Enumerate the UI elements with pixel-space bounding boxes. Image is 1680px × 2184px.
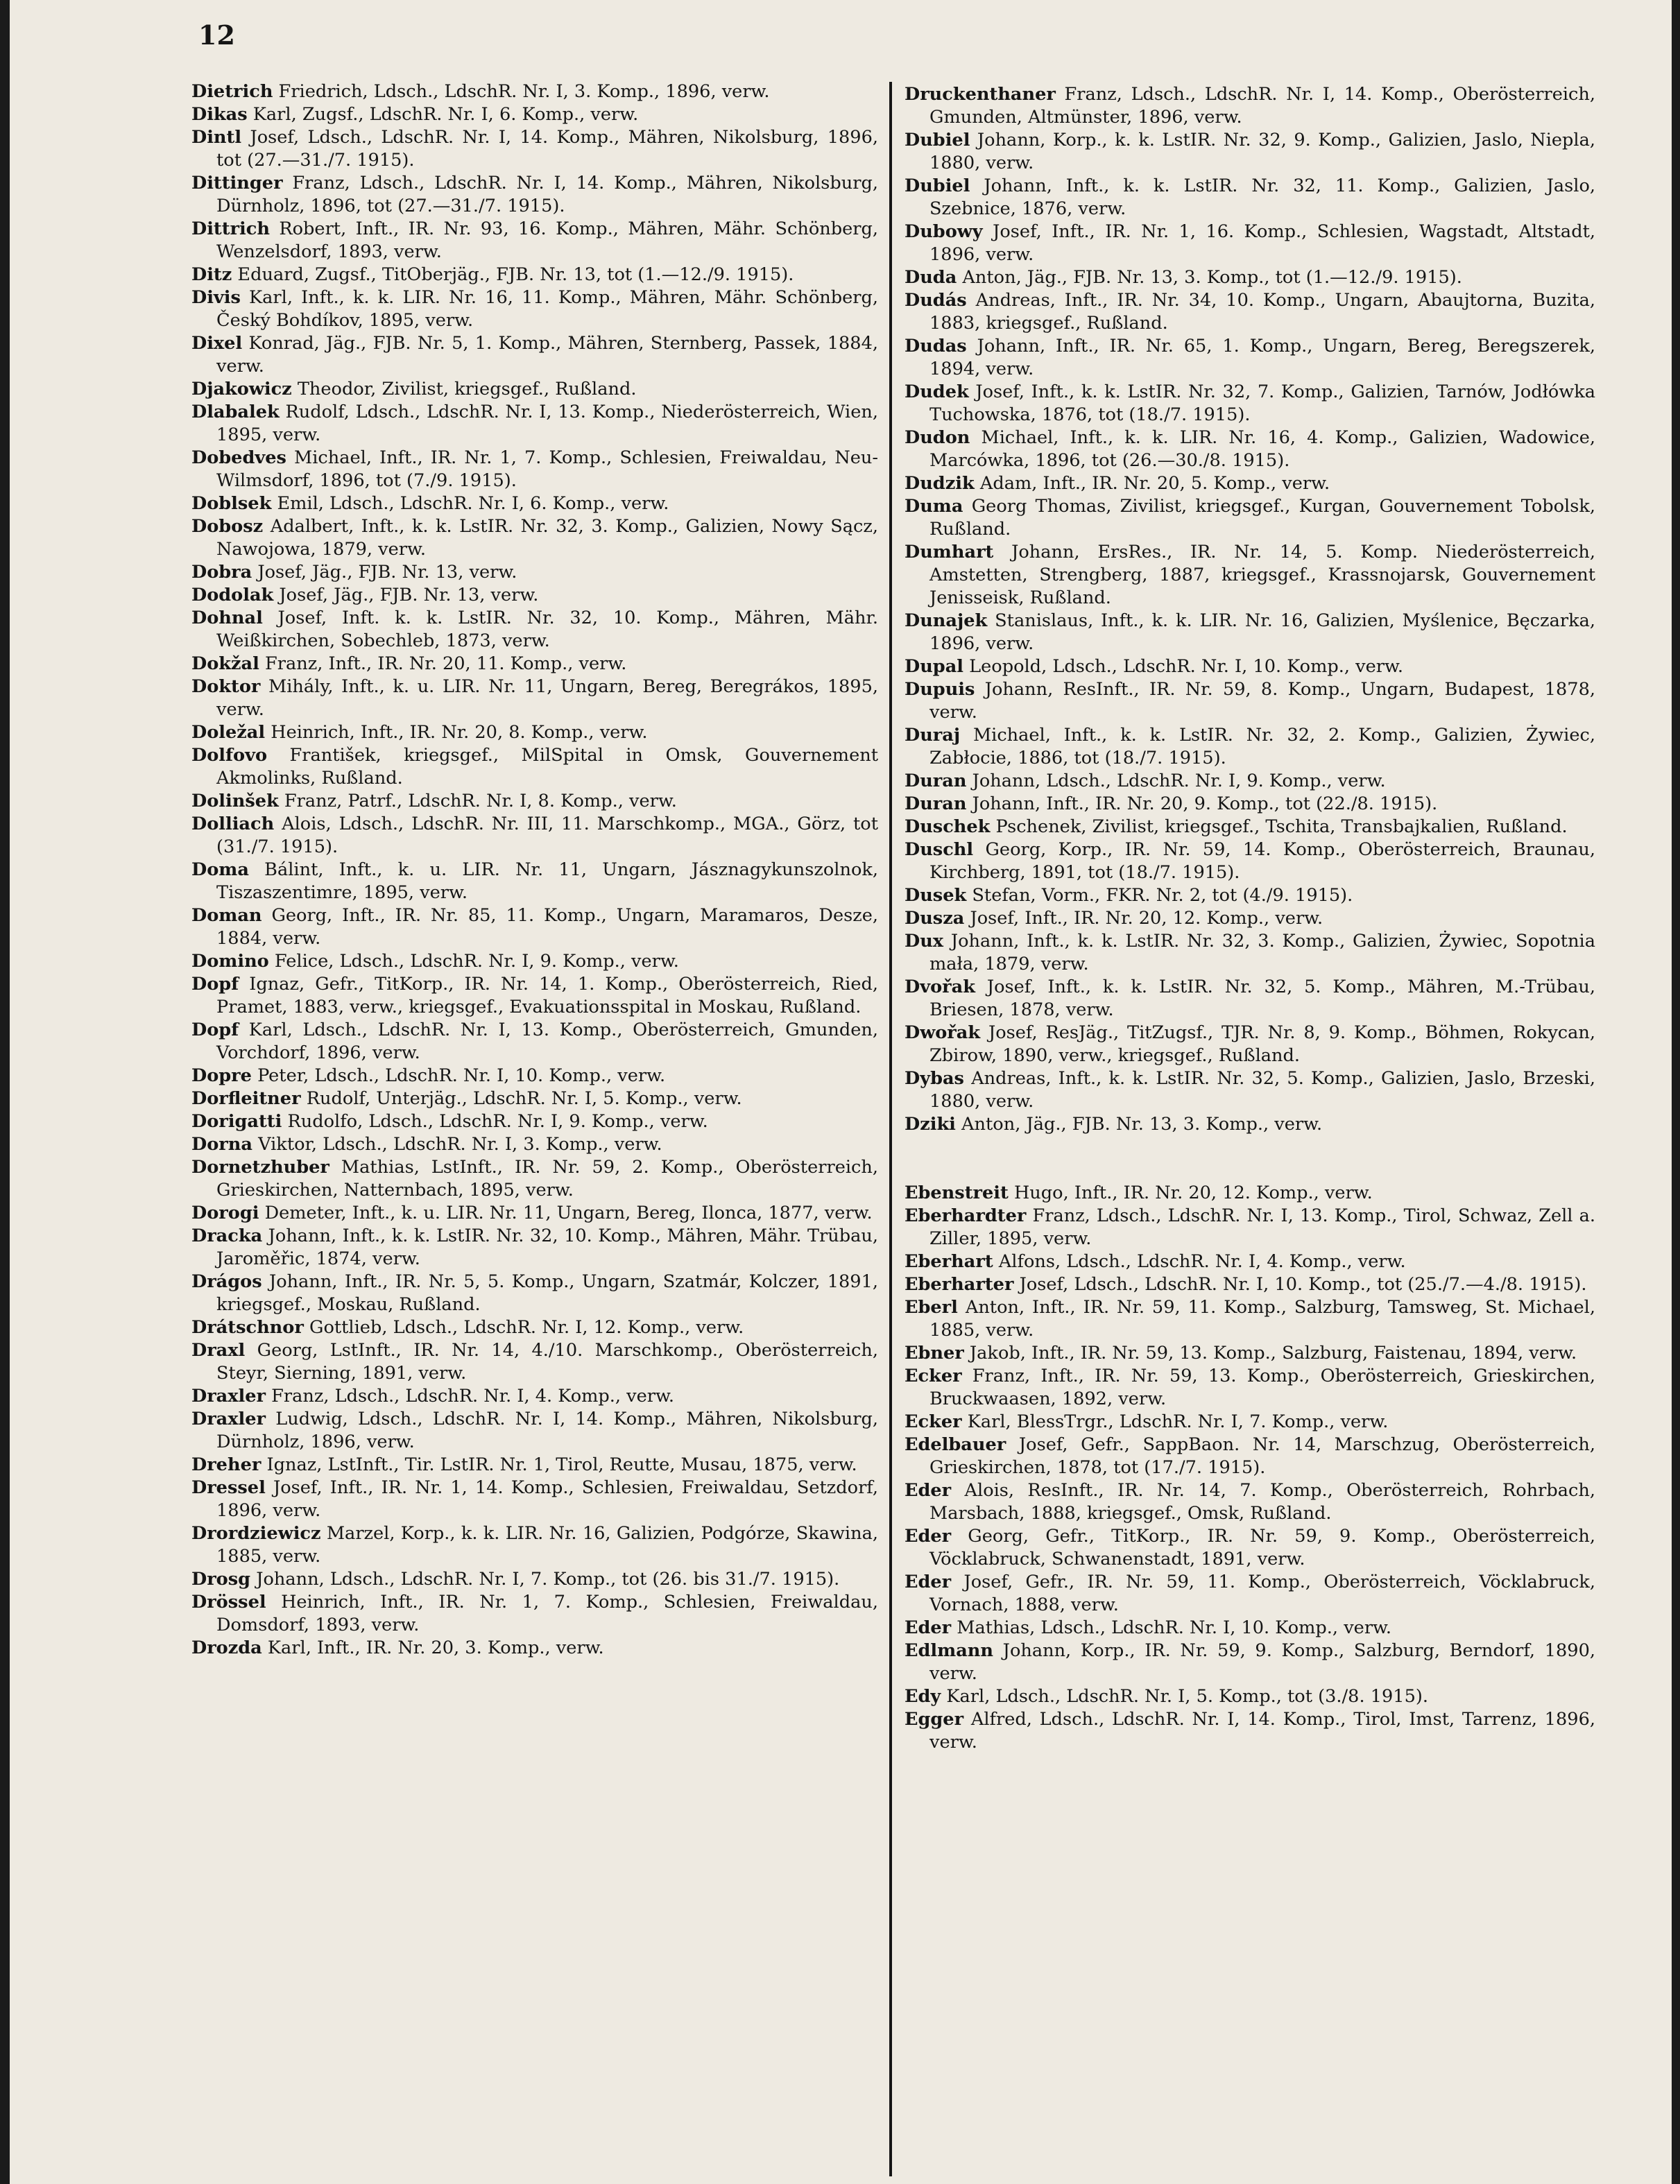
entry-details: Rudolf, Unterjäg., LdschR. Nr. I, 5. Komp., verw.: [300, 1088, 742, 1109]
entry-surname: Dziki: [905, 1114, 956, 1135]
entry: [191, 1156, 878, 1202]
entry-details: Konrad, Jäg., FJB. Nr. 5, 1. Komp., Mähren, Sternberg, Passek, 1884, verw.: [216, 333, 878, 377]
entry: [191, 492, 878, 515]
entry: [905, 678, 1595, 724]
entry-details: Marzel, Korp., k. k. LIR. Nr. 16, Galizien, Podgórze, Skawina, 1885, verw.: [216, 1523, 878, 1567]
entry-details: Felice, Ldsch., LdschR. Nr. I, 9. Komp., verw.: [268, 951, 679, 972]
entry-surname: Dusek: [905, 885, 967, 906]
entry-details: Johann, ResInft., IR. Nr. 59, 8. Komp., Ungarn, Budapest, 1878, verw.: [929, 679, 1595, 723]
entry: [905, 1411, 1595, 1434]
entry-surname: Duschek: [905, 816, 991, 837]
entry-details: Georg, Gefr., TitKorp., IR. Nr. 59, 9. Komp., Oberösterreich, Vöcklabruck, Schwanenstadt, 1891, verw.: [929, 1526, 1595, 1570]
entry-details: Franz, Inft., IR. Nr. 20, 11. Komp., verw.: [259, 653, 627, 674]
entry-surname: Draxler: [191, 1409, 266, 1429]
entry-surname: Dracka: [191, 1226, 263, 1246]
entry-surname: Dlabalek: [191, 402, 280, 422]
entry: [905, 724, 1595, 770]
entry-surname: Dubiel: [905, 130, 970, 151]
entry-surname: Dopf: [191, 1020, 239, 1040]
entry-details: Stanislaus, Inft., k. k. LIR. Nr. 16, Galizien, Myślenice, Bęczarka, 1896, verw.: [929, 610, 1595, 654]
entry: [191, 1408, 878, 1454]
entry-details: Michael, Inft., k. k. LstIR. Nr. 32, 2. Komp., Galizien, Żywiec, Zabłocie, 1886, tot (18./7. 1915).: [929, 725, 1595, 768]
entry-surname: Dohnal: [191, 608, 263, 628]
entry: [905, 1685, 1595, 1708]
entry: [905, 381, 1595, 427]
entry-details: Josef, ResJäg., TitZugsf., TJR. Nr. 8, 9. Komp., Böhmen, Rokycan, Zbirow, 1890, verw., kriegsgef., Rußland.: [929, 1022, 1595, 1066]
entry-surname: Duraj: [905, 725, 961, 746]
entry-surname: Duma: [905, 496, 963, 517]
entry-details: Franz, Ldsch., LdschR. Nr. I, 13. Komp., Tirol, Schwaz, Zell a. Ziller, 1895, verw.: [929, 1205, 1595, 1249]
entry-details: Josef, Gefr., IR. Nr. 59, 11. Komp., Oberösterreich, Vöcklabruck, Vornach, 1888, verw.: [929, 1572, 1595, 1615]
entry: [905, 541, 1595, 610]
entry-details: Pschenek, Zivilist, kriegsgef., Tschita, Transbajkalien, Rußland.: [990, 816, 1568, 837]
entry: [905, 83, 1595, 129]
entry: [905, 289, 1595, 335]
entry-details: Viktor, Ldsch., LdschR. Nr. I, 3. Komp., verw.: [252, 1134, 662, 1155]
entry: [191, 172, 878, 218]
entry-surname: Dupal: [905, 656, 964, 677]
entry: [191, 721, 878, 744]
entry-details: Josef, Jäg., FJB. Nr. 13, verw.: [273, 585, 539, 605]
entry: [905, 930, 1595, 976]
entry-surname: Druckenthaner: [905, 84, 1056, 105]
entry: [905, 770, 1595, 793]
entry-details: Alfons, Ldsch., LdschR. Nr. I, 4. Komp., verw.: [993, 1251, 1406, 1272]
entry-surname: Dopf: [191, 974, 239, 995]
left-column: [191, 80, 878, 1660]
entry-surname: Ecker: [905, 1411, 962, 1432]
entry-details: Friedrich, Ldsch., LdschR. Nr. I, 3. Komp., 1896, verw.: [273, 81, 770, 102]
entry-details: Rudolfo, Ldsch., LdschR. Nr. I, 9. Komp., verw.: [282, 1111, 708, 1132]
entry: [905, 1205, 1595, 1250]
entry-details: Josef, Ldsch., LdschR. Nr. I, 10. Komp., tot (25./7.—4./8. 1915).: [1013, 1274, 1587, 1295]
entry-surname: Edy: [905, 1686, 941, 1707]
entry-surname: Eder: [905, 1617, 952, 1638]
entry-surname: Doblsek: [191, 493, 272, 514]
entry-details: Stefan, Vorm., FKR. Nr. 2, tot (4./9. 1915).: [966, 885, 1353, 906]
entry-details: Franz, Inft., IR. Nr. 59, 13. Komp., Oberösterreich, Grieskirchen, Bruckwaasen, 1892, verw.: [929, 1366, 1595, 1409]
entry-surname: Dietrich: [191, 81, 273, 102]
entry-details: Ignaz, Gefr., TitKorp., IR. Nr. 14, 1. Komp., Oberösterreich, Ried, Pramet, 1883, verw., kriegsgef., Evakuationsspital in Moskau, Rußland.: [216, 974, 878, 1017]
entry-details: Georg, Korp., IR. Nr. 59, 14. Komp., Oberösterreich, Braunau, Kirchberg, 1891, tot (18./7. 1915).: [929, 839, 1595, 883]
entry-details: Johann, Ldsch., LdschR. Nr. I, 7. Komp., tot (26. bis 31./7. 1915).: [250, 1569, 840, 1590]
entry-details: Emil, Ldsch., LdschR. Nr. I, 6. Komp., verw.: [271, 493, 669, 514]
entry: [905, 427, 1595, 472]
entry-surname: Draxl: [191, 1340, 246, 1361]
entry-surname: Duran: [905, 771, 967, 791]
entry-details: Johann, Inft., k. k. LstIR. Nr. 32, 11. Komp., Galizien, Jaslo, Szebnice, 1876, verw.: [929, 175, 1595, 219]
entry-surname: Dorna: [191, 1134, 252, 1155]
entry-surname: Dusza: [905, 908, 965, 929]
entry-surname: Dubowy: [905, 221, 983, 242]
entry: [191, 1019, 878, 1065]
entry: [191, 515, 878, 561]
entry-surname: Divis: [191, 287, 241, 308]
entry-surname: Dux: [905, 931, 944, 952]
entry-details: Michael, Inft., k. k. LIR. Nr. 16, 4. Komp., Galizien, Wadowice, Marcówka, 1896, tot (26.—30./8. 1915).: [929, 427, 1595, 471]
entry: [191, 584, 878, 607]
entry-details: Mathias, LstInft., IR. Nr. 59, 2. Komp., Oberösterreich, Grieskirchen, Natternbach, 1895, verw.: [216, 1157, 878, 1201]
entry: [905, 1525, 1595, 1571]
entry-surname: Duran: [905, 793, 967, 814]
entry-surname: Eberharter: [905, 1274, 1014, 1295]
entry-surname: Dvořak: [905, 977, 975, 997]
entry: [905, 1617, 1595, 1640]
entry-surname: Eder: [905, 1572, 952, 1592]
entry-details: Peter, Ldsch., LdschR. Nr. I, 10. Komp., verw.: [251, 1065, 666, 1086]
entry-surname: Dobra: [191, 562, 252, 583]
entry-surname: Dolfovo: [191, 745, 268, 766]
entry-surname: Dudek: [905, 381, 969, 402]
entry-surname: Egger: [905, 1709, 964, 1730]
entry-details: Josef, Inft., IR. Nr. 20, 12. Komp., verw.: [964, 908, 1323, 929]
entry: [191, 813, 878, 859]
entry: [191, 607, 878, 653]
entry-surname: Dintl: [191, 127, 242, 148]
entry-surname: Dobedves: [191, 447, 286, 468]
entry-surname: Ditz: [191, 264, 232, 285]
entry: [905, 1182, 1595, 1205]
entry-surname: Djakowicz: [191, 379, 292, 399]
entry: [905, 655, 1595, 678]
entry-surname: Dybas: [905, 1068, 964, 1089]
entry-surname: Duda: [905, 267, 957, 288]
entry: [905, 1640, 1595, 1685]
entry-details: Robert, Inft., IR. Nr. 93, 16. Komp., Mähren, Mähr. Schönberg, Wenzelsdorf, 1893, verw.: [216, 218, 878, 262]
entry: [905, 1342, 1595, 1365]
entry-surname: Edlmann: [905, 1640, 994, 1661]
entry-details: Josef, Inft., IR. Nr. 1, 16. Komp., Schlesien, Wagstadt, Altstadt, 1896, verw.: [929, 221, 1595, 265]
entry-details: Josef, Inft., k. k. LstIR. Nr. 32, 5. Komp., Mähren, M.-Trübau, Briesen, 1878, verw.: [929, 977, 1595, 1020]
entry: [191, 1271, 878, 1316]
entry-details: Bálint, Inft., k. u. LIR. Nr. 11, Ungarn, Jásznagykunszolnok, Tiszaszentimre, 1895, verw.: [216, 859, 878, 903]
entry: [191, 1316, 878, 1339]
entry-details: Anton, Jäg., FJB. Nr. 13, 3. Komp., verw.: [955, 1114, 1323, 1135]
entry-details: Michael, Inft., IR. Nr. 1, 7. Komp., Schlesien, Freiwaldau, Neu-Wilmsdorf, 1896, tot (7./9. 1915).: [216, 447, 878, 491]
entry-details: Johann, Inft., IR. Nr. 20, 9. Komp., tot (22./8. 1915).: [966, 793, 1438, 814]
entry-details: Alfred, Ldsch., LdschR. Nr. I, 14. Komp., Tirol, Imst, Tarrenz, 1896, verw.: [929, 1709, 1595, 1753]
entry: [191, 1477, 878, 1522]
entry-surname: Drátschnor: [191, 1317, 304, 1338]
entry-details: Ignaz, LstInft., Tir. LstIR. Nr. 1, Tirol, Reutte, Musau, 1875, verw.: [261, 1454, 857, 1475]
entry-details: Jakob, Inft., IR. Nr. 59, 13. Komp., Salzburg, Faistenau, 1894, verw.: [963, 1343, 1577, 1364]
entry-details: Johann, Inft., k. k. LstIR. Nr. 32, 10. Komp., Mähren, Mähr. Trübau, Jaroměřic, 1874, verw.: [216, 1226, 878, 1269]
entry-details: Josef, Inft., k. k. LstIR. Nr. 32, 7. Komp., Galizien, Tarnów, Jodłówka Tuchowska, 1876, tot (18./7. 1915).: [929, 381, 1595, 425]
entry: [191, 859, 878, 904]
entry: [191, 378, 878, 401]
entry: [191, 1454, 878, 1477]
entry-surname: Dorogi: [191, 1203, 259, 1223]
entry-details: Johann, Korp., k. k. LstIR. Nr. 32, 9. Komp., Galizien, Jaslo, Niepla, 1880, verw.: [929, 130, 1595, 173]
entry-surname: Doležal: [191, 722, 266, 743]
entry-surname: Dokžal: [191, 653, 259, 674]
entry: [905, 1571, 1595, 1617]
entry-details: Georg, Inft., IR. Nr. 85, 11. Komp., Ungarn, Maramaros, Desze, 1884, verw.: [216, 905, 878, 949]
entry-surname: Doma: [191, 859, 249, 880]
entry-surname: Eberhardter: [905, 1205, 1027, 1226]
entry-details: Johann, Inft., IR. Nr. 5, 5. Komp., Ungarn, Szatmár, Kolczer, 1891, kriegsgef., Moskau, Rußland.: [216, 1271, 878, 1315]
entry-surname: Dumhart: [905, 542, 994, 562]
entry-surname: Drágos: [191, 1271, 262, 1292]
section-gap: [905, 1136, 1595, 1182]
entry-surname: Edelbauer: [905, 1434, 1006, 1455]
entry: [905, 1708, 1595, 1754]
entry-surname: Dixel: [191, 333, 243, 354]
entry: [905, 1434, 1595, 1479]
entry-surname: Ecker: [905, 1366, 962, 1386]
entry-details: Karl, Ldsch., LdschR. Nr. I, 5. Komp., tot (3./8. 1915).: [941, 1686, 1428, 1707]
entry-details: Georg Thomas, Zivilist, kriegsgef., Kurgan, Gouvernement Tobolsk, Rußland.: [929, 496, 1595, 540]
entry: [191, 1385, 878, 1408]
entry: [191, 1339, 878, 1385]
entry-surname: Dikas: [191, 104, 248, 125]
entry-details: Mathias, Ldsch., LdschR. Nr. I, 10. Komp., verw.: [951, 1617, 1392, 1638]
entry-surname: Dittinger: [191, 173, 283, 194]
entry-details: Alois, ResInft., IR. Nr. 14, 7. Komp., Oberösterreich, Rohrbach, Marsbach, 1888, kriegsgef., Omsk, Rußland.: [929, 1480, 1595, 1524]
entry-details: Leopold, Ldsch., LdschR. Nr. I, 10. Komp., verw.: [963, 656, 1403, 677]
entry: [905, 816, 1595, 839]
entry-details: Mihály, Inft., k. u. LIR. Nr. 11, Ungarn, Bereg, Beregrákos, 1895, verw.: [216, 676, 878, 720]
entry-details: Demeter, Inft., k. u. LIR. Nr. 11, Ungarn, Bereg, Ilonca, 1877, verw.: [259, 1203, 873, 1223]
entry-details: František, kriegsgef., MilSpital in Omsk, Gouvernement Akmolinks, Rußland.: [216, 745, 878, 789]
entry: [191, 401, 878, 447]
entry-surname: Dunajek: [905, 610, 988, 631]
right-column-e-entries: [905, 1182, 1595, 1754]
entry: [905, 1250, 1595, 1273]
entry-surname: Drozda: [191, 1637, 262, 1658]
entry-details: Georg, LstInft., IR. Nr. 14, 4./10. Marschkomp., Oberösterreich, Steyr, Sierning, 1891, verw.: [216, 1340, 878, 1384]
entry: [905, 976, 1595, 1022]
entry-details: Heinrich, Inft., IR. Nr. 20, 8. Komp., verw.: [265, 722, 648, 743]
entry-surname: Dornetzhuber: [191, 1157, 329, 1178]
entry: [191, 653, 878, 676]
right-column: [905, 83, 1595, 1754]
right-column-d-entries: [905, 83, 1595, 1136]
entry-details: Eduard, Zugsf., TitOberjäg., FJB. Nr. 13, tot (1.—12./9. 1915).: [232, 264, 794, 285]
entry-surname: Dobosz: [191, 516, 264, 537]
entry: [191, 790, 878, 813]
entry: [905, 1113, 1595, 1136]
entry-surname: Dolliach: [191, 814, 275, 834]
entry: [191, 332, 878, 378]
entry-details: Johann, Inft., IR. Nr. 65, 1. Komp., Ungarn, Bereg, Beregszerek, 1894, verw.: [929, 336, 1595, 379]
entry-surname: Ebner: [905, 1343, 964, 1364]
entry-details: Johann, Ldsch., LdschR. Nr. I, 9. Komp., verw.: [966, 771, 1386, 791]
entry-details: Karl, Zugsf., LdschR. Nr. I, 6. Komp., verw.: [247, 104, 639, 125]
entry: [191, 1568, 878, 1591]
entry-details: Adam, Inft., IR. Nr. 20, 5. Komp., verw.: [974, 473, 1330, 494]
entry: [191, 676, 878, 721]
entry: [191, 904, 878, 950]
entry-details: Johann, ErsRes., IR. Nr. 14, 5. Komp. Niederösterreich, Amstetten, Strengberg, 1887, kriegsgef., Krassnojarsk, Gouvernement Jenisseisk, Rußland.: [929, 542, 1595, 608]
entry-details: Ludwig, Ldsch., LdschR. Nr. I, 14. Komp., Mähren, Nikolsburg, Dürnholz, 1896, verw.: [216, 1409, 878, 1452]
entry-details: Theodor, Zivilist, kriegsgef., Rußland.: [291, 379, 637, 399]
entry: [191, 264, 878, 286]
entry-details: Karl, Inft., k. k. LIR. Nr. 16, 11. Komp., Mähren, Mähr. Schönberg, Český Bohdíkov, 1895, verw.: [216, 287, 878, 331]
entry-details: Franz, Ldsch., LdschR. Nr. I, 14. Komp., Mähren, Nikolsburg, Dürnholz, 1896, tot (27.—31./7. 1915).: [216, 173, 878, 216]
entry-details: Andreas, Inft., IR. Nr. 34, 10. Komp., Ungarn, Abaujtorna, Buzita, 1883, kriegsgef., Rußland.: [929, 290, 1595, 334]
entry-details: Johann, Inft., k. k. LstIR. Nr. 32, 3. Komp., Galizien, Żywiec, Sopotnia mała, 1879, verw.: [929, 931, 1595, 974]
entry: [905, 839, 1595, 884]
entry-surname: Drössel: [191, 1592, 266, 1613]
entry: [905, 266, 1595, 289]
entry-details: Andreas, Inft., k. k. LstIR. Nr. 32, 5. Komp., Galizien, Jaslo, Brzeski, 1880, verw.: [929, 1068, 1595, 1112]
entry-details: Josef, Gefr., SappBaon. Nr. 14, Marschzug, Oberösterreich, Grieskirchen, 1878, tot (17./7. 1915).: [929, 1434, 1595, 1478]
entry: [905, 884, 1595, 907]
entry: [905, 1365, 1595, 1411]
entry-details: Johann, Korp., IR. Nr. 59, 9. Komp., Salzburg, Berndorf, 1890, verw.: [929, 1640, 1595, 1684]
entry: [191, 1637, 878, 1660]
entry-details: Rudolf, Ldsch., LdschR. Nr. I, 13. Komp., Niederösterreich, Wien, 1895, verw.: [216, 402, 878, 445]
entry-surname: Drosg: [191, 1569, 251, 1590]
entry: [905, 335, 1595, 381]
entry-details: Karl, BlessTrgr., LdschR. Nr. I, 7. Komp., verw.: [961, 1411, 1389, 1432]
entry-surname: Dodolak: [191, 585, 274, 605]
entry: [191, 286, 878, 332]
entry: [905, 129, 1595, 175]
entry-surname: Domino: [191, 951, 269, 972]
entry: [191, 218, 878, 264]
entry-details: Adalbert, Inft., k. k. LstIR. Nr. 32, 3. Komp., Galizien, Nowy Sącz, Nawojowa, 1879, verw.: [216, 516, 878, 560]
entry-surname: Doman: [191, 905, 262, 926]
entry-surname: Eberhart: [905, 1251, 993, 1272]
entry-surname: Doktor: [191, 676, 261, 697]
entry-details: Josef, Ldsch., LdschR. Nr. I, 14. Komp., Mähren, Nikolsburg, 1896, tot (27.—31./7. 1915).: [216, 127, 878, 171]
entry-surname: Eberl: [905, 1297, 958, 1318]
entry-details: Anton, Inft., IR. Nr. 59, 11. Komp., Salzburg, Tamsweg, St. Michael, 1885, verw.: [929, 1297, 1595, 1341]
entry: [191, 1065, 878, 1087]
entry: [191, 973, 878, 1019]
entry: [905, 907, 1595, 930]
entry-surname: Dopre: [191, 1065, 252, 1086]
entry: [191, 561, 878, 584]
entry-details: Franz, Ldsch., LdschR. Nr. I, 4. Komp., verw.: [266, 1386, 675, 1407]
entry: [191, 103, 878, 126]
entry-surname: Eder: [905, 1480, 952, 1501]
entry-details: Alois, Ldsch., LdschR. Nr. III, 11. Marschkomp., MGA., Görz, tot (31./7. 1915).: [216, 814, 878, 857]
entry-details: Heinrich, Inft., IR. Nr. 1, 7. Komp., Schlesien, Freiwaldau, Domsdorf, 1893, verw.: [216, 1592, 878, 1635]
entry-details: Karl, Inft., IR. Nr. 20, 3. Komp., verw.: [262, 1637, 604, 1658]
entry-details: Franz, Patrf., LdschR. Nr. I, 8. Komp., verw.: [278, 791, 677, 811]
entry: [191, 1087, 878, 1110]
entry-details: Hugo, Inft., IR. Nr. 20, 12. Komp., verw.: [1008, 1183, 1373, 1203]
entry-details: Anton, Jäg., FJB. Nr. 13, 3. Komp., tot (1.—12./9. 1915).: [957, 267, 1462, 288]
entry-details: Karl, Ldsch., LdschR. Nr. I, 13. Komp., Oberösterreich, Gmunden, Vorchdorf, 1896, verw.: [216, 1020, 878, 1063]
entry: [191, 447, 878, 492]
entry: [191, 126, 878, 172]
entry: [905, 1479, 1595, 1525]
entry-surname: Dittrich: [191, 218, 270, 239]
entry-surname: Eder: [905, 1526, 952, 1547]
page-number: 12: [198, 19, 235, 51]
entry-surname: Dudas: [905, 336, 967, 356]
entry: [191, 80, 878, 103]
entry-surname: Dolinšek: [191, 791, 279, 811]
entry-surname: Drordziewicz: [191, 1523, 321, 1544]
entry: [905, 495, 1595, 541]
entry: [905, 1273, 1595, 1296]
entry: [905, 472, 1595, 495]
entry-details: Gottlieb, Ldsch., LdschR. Nr. I, 12. Komp., verw.: [303, 1317, 744, 1338]
entry: [191, 1591, 878, 1637]
page: [10, 0, 1672, 2184]
entry-surname: Ebenstreit: [905, 1183, 1009, 1203]
entry: [191, 1110, 878, 1133]
entry-details: Josef, Inft., IR. Nr. 1, 14. Komp., Schlesien, Freiwaldau, Setzdorf, 1896, verw.: [216, 1477, 878, 1521]
entry-surname: Dudzik: [905, 473, 975, 494]
entry-surname: Dudás: [905, 290, 967, 311]
entry: [905, 1296, 1595, 1342]
entry: [905, 1067, 1595, 1113]
entry: [905, 175, 1595, 221]
entry-surname: Dupuis: [905, 679, 975, 700]
entry: [191, 1202, 878, 1225]
entry: [191, 1522, 878, 1568]
entry-surname: Duschl: [905, 839, 974, 860]
entry-details: Franz, Ldsch., LdschR. Nr. I, 14. Komp., Oberösterreich, Gmunden, Altmünster, 1896, verw.: [929, 84, 1595, 128]
entry-surname: Dubiel: [905, 175, 970, 196]
entry-surname: Dwořak: [905, 1022, 981, 1043]
entry: [191, 744, 878, 790]
entry-surname: Dudon: [905, 427, 970, 448]
entry-surname: Dorfleitner: [191, 1088, 301, 1109]
entry-details: Josef, Jäg., FJB. Nr. 13, verw.: [252, 562, 517, 583]
column-divider: [889, 82, 892, 2176]
entry: [905, 610, 1595, 655]
entry-surname: Dorigatti: [191, 1111, 282, 1132]
entry-details: Josef, Inft. k. k. LstIR. Nr. 32, 10. Komp., Mähren, Mähr. Weißkirchen, Sobechleb, 1873, verw.: [216, 608, 878, 651]
entry: [191, 1133, 878, 1156]
entry-surname: Dressel: [191, 1477, 266, 1498]
entry: [191, 1225, 878, 1271]
entry-surname: Dreher: [191, 1454, 262, 1475]
entry: [905, 1022, 1595, 1067]
entry: [905, 221, 1595, 266]
entry: [905, 793, 1595, 816]
entry-surname: Draxler: [191, 1386, 266, 1407]
entry: [191, 950, 878, 973]
